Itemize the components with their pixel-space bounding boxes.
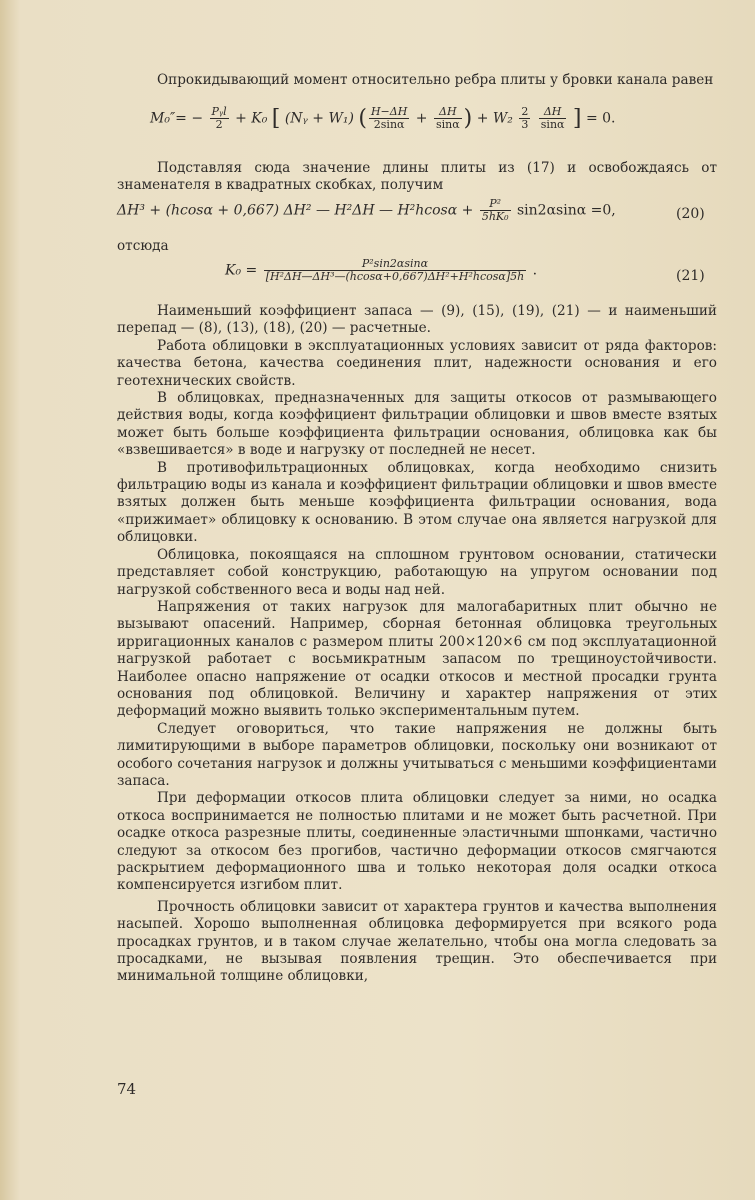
paragraph-6: Напряжения от таких нагрузок для малогабаритных плит обычно не вызывают опасений. Например, сборная бетонная облицовка треугольных ирригационных каналов с размером плиты 200×120×6 см под эксплуатационной нагрузкой работает с восьмикратным запасом по трещиноустойчивости. Наиболее опасно напряжение от осадки откосов и местной просадки грунта основания под облицовкой. Величину и характер напряжения от этих деформаций можно выявить только экспериментальным путем. bbox=[117, 598, 717, 720]
eq1-tail: = 0. bbox=[585, 110, 616, 127]
eq1-bracket-inner: (Nᵧ + W₁) bbox=[284, 110, 354, 127]
eq1-plus: + bbox=[415, 110, 428, 127]
p2-block bbox=[117, 160, 717, 195]
eq20-left: ΔH³ + (hcosα + 0,667) ΔH² — H²ΔH — H²hcosα + bbox=[117, 202, 474, 219]
eq20-frac: $\frac{\text{P²}}{\text{5hK₀}}$ bbox=[481, 197, 509, 223]
eq1-close-paren: ) bbox=[463, 106, 473, 131]
paragraph-3: В облицовках, предназначенных для защиты откосов от размывающего действия воды, когда коэффициент фильтрации облицовки и швов вместе взятых может быть больше коэффициента фильтрации основания, облицовка как бы «взвешивается» в воде и нагрузку от последней не несет. bbox=[117, 390, 717, 459]
otsyuda: отсюда bbox=[117, 238, 169, 254]
p2-paragraph: Подставляя сюда значение длины плиты из (17) и освобождаясь от знаменателя в квадратных скобках, получим bbox=[117, 160, 717, 194]
eq21-frac: $\frac{\text{P²sin2αsinα}}{\text{[H²ΔH—ΔH³—(hcosα+0,667)ΔH²+H²hcosα]5h}}$ bbox=[265, 257, 525, 283]
eq21-lhs: K₀ = bbox=[225, 262, 258, 279]
eq1-w2: + W₂ bbox=[476, 110, 513, 127]
paragraph-2: Работа облицовки в эксплуатационных условиях зависит от ряда факторов: качества бетона, качества соединения плит, надежности основания и его геотехнических свойств. bbox=[117, 337, 717, 389]
body-text bbox=[117, 303, 717, 986]
eq1-frac-h: $\frac{H-\Delta H}{2\sin\alpha}$ bbox=[370, 105, 408, 131]
eq21-dot: . bbox=[532, 262, 538, 279]
intro-paragraph: Опрокидывающий момент относительно ребра плиты у бровки канала равен bbox=[157, 72, 714, 88]
eq1-frac-py: $\frac{\text{Pᵧl}}{2}$ bbox=[211, 105, 227, 131]
eq1-frac-23: $\frac{2}{3}$ bbox=[521, 105, 529, 131]
paragraph-5: Облицовка, покоящаяся на сплошном грунтовом основании, статически представляет собой конструкцию, работающую на упругом основании под нагрузкой собственного веса и воды над ней. bbox=[117, 546, 717, 598]
paragraph-1: Наименьший коэффициент запаса — (9), (15), (19), (21) — и наименьший перепад — (8), (13), (18), (20) — расчетные. bbox=[117, 303, 717, 337]
equation-m0 bbox=[150, 106, 616, 131]
eq1-open-paren: ( bbox=[358, 106, 367, 131]
eq20-right: sin2αsinα =0, bbox=[517, 202, 616, 219]
intro-block bbox=[117, 72, 717, 89]
eq1-open-bracket: [ bbox=[271, 106, 281, 131]
eq1-frac-dh2: $\frac{\Delta H}{\sin\alpha}$ bbox=[540, 105, 565, 131]
page-number: 74 bbox=[117, 1080, 137, 1098]
equation-21 bbox=[225, 258, 537, 283]
equation-20 bbox=[117, 198, 616, 223]
paragraph-7: Следует оговориться, что такие напряжения не должны быть лимитирующими в выборе параметров облицовки, поскольку они возникают от особого сочетания нагрузок и должны учитываться с меньшими коэффициентами запаса. bbox=[117, 720, 717, 789]
eq1-k0: + K₀ bbox=[235, 110, 268, 127]
eq1-frac-dh: $\frac{\Delta H}{\sin\alpha}$ bbox=[435, 105, 460, 131]
paragraph-9: Прочность облицовки зависит от характера грунтов и качества выполнения насыпей. Хорошо выполненная облицовка деформируется при всякого рода просадках грунтов, и в таком случае желательно, чтобы она могла следовать за просадками, не вызывая появления трещин. Это обеспечивается при минимальной толщине облицовки, bbox=[117, 898, 717, 985]
eq1-lhs: M₀″= − bbox=[150, 110, 204, 127]
paragraph-8: При деформации откосов плита облицовки следует за ними, но осадка откоса воспринимается не полностью плитами и не может быть расчетной. При осадке откоса разрезные плиты, соединенные эластичными шпонками, частично следуют за откосом без прогибов, частично деформации откосов смягчаются раскрытием деформационного шва и только некоторая доля осадки откоса компенсируется изгибом плит. bbox=[117, 790, 717, 894]
paragraph-4: В противофильтрационных облицовках, когда необходимо снизить фильтрацию воды из канала и коэффициент фильтрации облицовки и швов вместе взятых должен быть меньше коэффициента фильтрации основания, вода «прижимает» облицовку к основанию. В этом случае она является нагрузкой для облицовки. bbox=[117, 459, 717, 546]
eq1-close-bracket: ] bbox=[572, 106, 582, 131]
eq21-number: (21) bbox=[676, 268, 705, 284]
eq20-number: (20) bbox=[676, 206, 705, 222]
